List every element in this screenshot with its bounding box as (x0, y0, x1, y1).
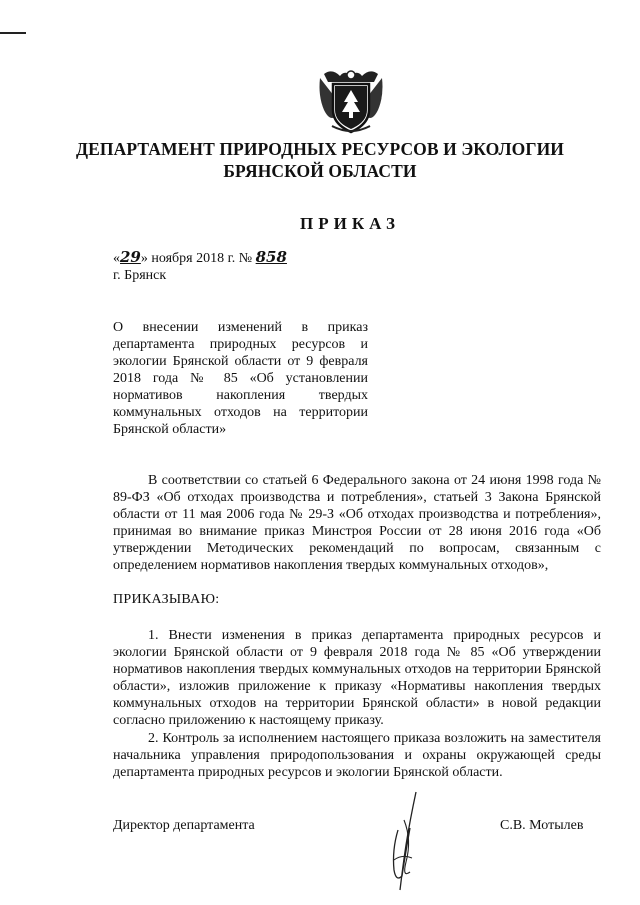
department-name-line2: БРЯНСКОЙ ОБЛАСТИ (223, 161, 417, 181)
order-word: ПРИКАЗЫВАЮ: (113, 592, 220, 607)
document-title: ПРИКАЗ (300, 214, 400, 233)
scan-edge-mark (0, 32, 26, 34)
order-item-1: 1. Внести изменения в приказ департамента природных ресурсов и экологии Брянской области от 9 февраля 2018 года № 85 «Об утверждении нормативов накопления твердых коммунальных отходов на территории Брянской области», изложив приложение к приказу «Нормативы накопления твердых коммунальных отходов на территории Брянской области» в новой редакции согласно приложению к настоящему приказу. (113, 628, 601, 728)
order-item-2: 2. Контроль за исполнением настоящего приказа возложить на заместителя начальника управления природопользования и охраны окружающей среды департамента природных ресурсов и экологии Брянской области. (113, 731, 601, 780)
document-city: г. Брянск (113, 268, 167, 283)
signatory-name: С.В. Мотылев (500, 818, 584, 833)
document-dateline (113, 248, 287, 267)
department-name-line1: ДЕПАРТАМЕНТ ПРИРОДНЫХ РЕСУРСОВ И ЭКОЛОГИИ (75, 139, 564, 159)
handwritten-signature (376, 790, 436, 895)
date-middle: » ноября 2018 г. № (140, 251, 253, 266)
bryansk-coat-of-arms-icon (318, 66, 384, 136)
date-prefix: « (113, 251, 120, 266)
preamble-paragraph: В соответствии со статьей 6 Федерального закона от 24 июня 1998 года № 89-ФЗ «Об отходах производства и потребления», статьей 3 Закона Брянской области от 11 мая 2006 года № 29-З «Об отходах производства и потребления», принимая во внимание приказ Минстроя России от 28 июня 2016 года «Об утверждении Методических рекомендаций по вопросам, связанным с определением нормативов накопления твердых коммунальных отходов», (113, 473, 601, 573)
signatory-position: Директор департамента (113, 818, 255, 833)
document-subject: О внесении изменений в приказ департамента природных ресурсов и экологии Брянской области от 9 февраля 2018 года № 85 «Об установлении нормативов накопления твердых коммунальных отходов на территории Брянской области» (113, 320, 368, 437)
date-day-handwritten: 29 (120, 248, 141, 266)
document-number-handwritten: 858 (255, 248, 287, 266)
